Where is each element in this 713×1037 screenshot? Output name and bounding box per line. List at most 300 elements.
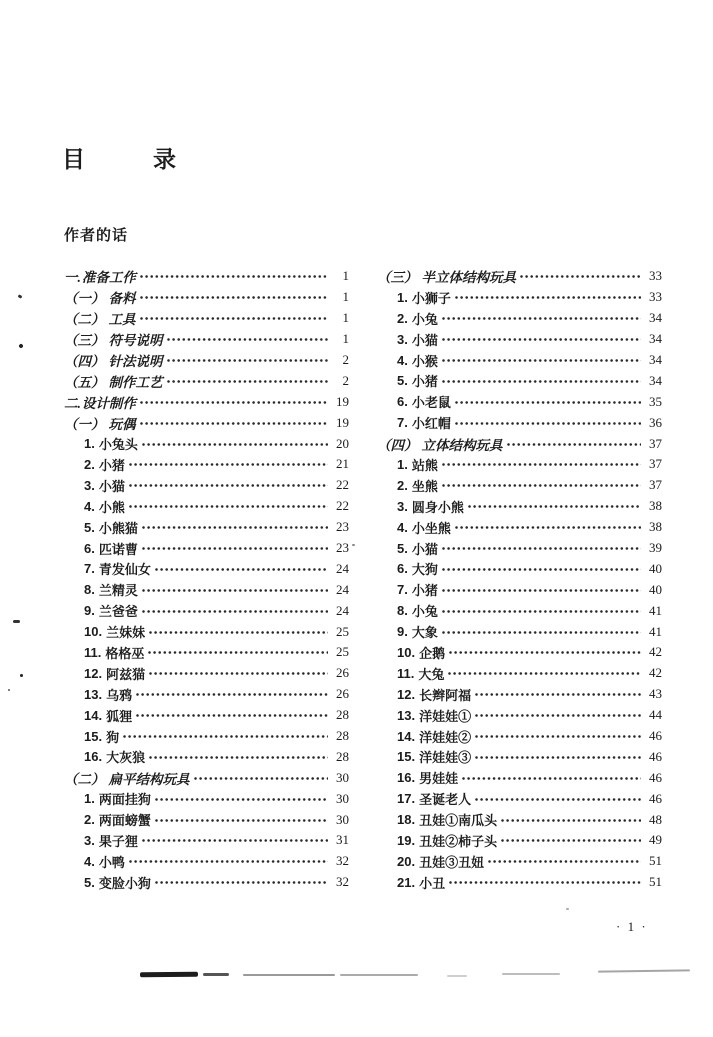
dot-leader [149, 672, 328, 675]
dot-leader [155, 798, 328, 801]
entry-number: 2. [84, 456, 95, 472]
entry-title: 狗 [106, 729, 120, 745]
dot-leader [501, 819, 641, 822]
toc-entry [64, 433, 349, 454]
toc-entry [377, 454, 662, 475]
entry-page: 39 [649, 540, 662, 556]
entry-title: 符号说明 [108, 333, 163, 349]
entry-title: 小坐熊 [411, 520, 451, 536]
dot-leader [442, 484, 641, 487]
entry-page: 40 [649, 581, 662, 597]
page-title-char-right: 录 [153, 147, 176, 172]
toc-entry [377, 391, 662, 412]
entry-title: 针法说明 [108, 354, 163, 369]
dot-leader [129, 484, 328, 487]
toc-entry [64, 705, 349, 726]
entry-number: 2. [397, 310, 408, 326]
entry-page: 37 [649, 456, 662, 472]
toc-entry [377, 558, 662, 579]
entry-page: 22 [336, 477, 349, 493]
toc-entry [377, 621, 662, 642]
toc-entry [377, 726, 662, 747]
toc-entry [64, 475, 349, 496]
dot-leader [442, 589, 641, 592]
entry-page: 36 [649, 414, 662, 430]
table-of-contents [64, 266, 662, 893]
entry-page: 34 [649, 310, 662, 326]
entry-title: 丑娃①南瓜头 [419, 813, 498, 829]
entry-title: 小兔头 [98, 437, 138, 453]
dot-leader [455, 401, 641, 404]
entry-title: 小猪 [411, 374, 438, 390]
entry-page: 25 [336, 644, 349, 660]
toc-entry [64, 287, 349, 308]
entry-number: 1. [84, 436, 95, 452]
toc-entry [377, 851, 662, 872]
toc-entry [377, 767, 662, 788]
entry-number: 4. [84, 498, 95, 514]
toc-entry [64, 684, 349, 705]
entry-number: （一） [64, 416, 105, 432]
entry-number: 3. [84, 477, 95, 493]
entry-number: 15. [84, 728, 103, 744]
dot-leader [136, 714, 328, 717]
entry-number: （四） [377, 437, 418, 453]
entry-title: 小猴 [411, 353, 438, 369]
dot-leader [149, 756, 328, 759]
dot-leader [442, 610, 641, 613]
dot-leader [129, 860, 328, 863]
entry-number: 7. [397, 415, 408, 431]
entry-number: （三） [377, 270, 418, 286]
entry-page: 1 [342, 331, 349, 347]
entry-title: 站熊 [411, 457, 438, 473]
scan-speck [8, 689, 10, 691]
entry-number: 12. [84, 665, 103, 681]
entry-page: 33 [649, 289, 662, 305]
scan-artifact [598, 969, 690, 972]
entry-title: 小猫 [98, 478, 125, 494]
entry-number: 4. [397, 352, 408, 368]
entry-page: 30 [336, 790, 349, 806]
toc-entry [64, 517, 349, 538]
entry-number: （二） [64, 771, 105, 787]
toc-column-left [64, 266, 349, 893]
dot-leader [155, 819, 328, 822]
entry-page: 42 [649, 665, 662, 681]
entry-title: 小老鼠 [411, 395, 451, 411]
entry-page: 2 [342, 372, 349, 388]
toc-entry [377, 266, 662, 287]
entry-page: 26 [336, 665, 349, 681]
toc-entry [64, 621, 349, 642]
dot-leader [140, 275, 328, 278]
entry-title: 兰妹妹 [106, 625, 146, 641]
entry-page: 37 [649, 435, 662, 451]
entry-page: 46 [649, 790, 662, 806]
toc-entry [377, 433, 662, 454]
entry-number: 一. [64, 270, 81, 286]
toc-entry [64, 350, 349, 371]
entry-number: 18. [397, 812, 416, 828]
entry-page: 41 [649, 623, 662, 639]
dot-leader [501, 839, 641, 842]
entry-title: 小兔 [411, 604, 438, 620]
scan-artifact [447, 975, 467, 977]
entry-title: 圆身小熊 [411, 499, 464, 515]
entry-title: 男娃娃 [419, 771, 459, 787]
dot-leader [442, 631, 641, 634]
dot-leader [142, 839, 328, 842]
entry-title: 坐熊 [411, 478, 438, 494]
entry-title: 小猪 [98, 457, 125, 473]
entry-page: 1 [342, 268, 349, 284]
entry-title: 工具 [108, 312, 136, 328]
entry-number: 3. [84, 832, 95, 848]
page-title-char-left: 目 [62, 147, 85, 172]
entry-title: 小熊猫 [98, 520, 138, 536]
dot-leader [140, 296, 329, 299]
entry-number: 14. [397, 728, 416, 744]
entry-title: 小丑 [419, 875, 446, 891]
entry-page: 28 [336, 728, 349, 744]
entry-page: 28 [336, 748, 349, 764]
entry-page: 24 [336, 602, 349, 618]
entry-title: 兰爸爸 [98, 604, 138, 620]
dot-leader [455, 526, 641, 529]
entry-number: 3. [397, 331, 408, 347]
toc-entry [64, 788, 349, 809]
entry-number: 11. [397, 665, 415, 681]
toc-entry [377, 684, 662, 705]
entry-page: 38 [649, 498, 662, 514]
entry-page: 34 [649, 372, 662, 388]
entry-page: 21 [336, 456, 349, 472]
dot-leader [449, 881, 641, 884]
toc-entry [64, 746, 349, 767]
entry-page: 35 [649, 393, 662, 409]
toc-column-right [377, 266, 662, 893]
toc-entry [64, 726, 349, 747]
dot-leader [442, 547, 641, 550]
toc-entry [377, 809, 662, 830]
scan-speck [352, 544, 355, 546]
entry-number: 13. [397, 707, 416, 723]
entry-title: 兰精灵 [98, 583, 138, 599]
dot-leader [129, 505, 328, 508]
entry-title: 乌鸦 [106, 687, 133, 703]
entry-number: 5. [397, 540, 408, 556]
entry-number: 7. [397, 582, 408, 598]
entry-page: 43 [649, 686, 662, 702]
toc-entry [377, 308, 662, 329]
toc-entry [377, 412, 662, 433]
entry-page: 51 [649, 853, 662, 869]
entry-number: （五） [64, 374, 105, 390]
footer-page-number: · 1 · [616, 919, 648, 934]
entry-page: 37 [649, 477, 662, 493]
entry-number: 二. [64, 395, 81, 411]
scan-speck [18, 294, 23, 299]
dot-leader [140, 422, 329, 425]
toc-entry [64, 370, 349, 391]
scan-speck [18, 343, 24, 349]
entry-page: 42 [649, 644, 662, 660]
entry-page: 19 [336, 393, 349, 409]
scan-artifact [203, 973, 229, 976]
entry-title: 半立体结构玩具 [421, 270, 516, 286]
entry-title: 小熊 [98, 499, 125, 515]
entry-page: 24 [336, 560, 349, 576]
dot-leader [448, 672, 641, 675]
entry-page: 31 [336, 832, 349, 848]
entry-title: 小猫 [411, 332, 438, 348]
entry-title: 洋娃娃① [419, 708, 472, 724]
toc-entry [64, 538, 349, 559]
entry-page: 41 [649, 602, 662, 618]
toc-entry [64, 830, 349, 851]
dot-leader [507, 443, 642, 446]
entry-number: 7. [84, 561, 95, 577]
toc-entry [64, 872, 349, 893]
dot-leader [140, 401, 328, 404]
entry-title: 准备工作 [81, 270, 136, 286]
entry-page: 1 [342, 310, 349, 326]
entry-title: 洋娃娃② [419, 729, 472, 745]
entry-title: 扁平结构玩具 [108, 771, 190, 787]
entry-number: （三） [64, 333, 105, 349]
entry-page: 23 [336, 540, 349, 556]
entry-title: 果子狸 [98, 833, 138, 849]
toc-entry [64, 663, 349, 684]
dot-leader [142, 443, 328, 446]
toc-entry [64, 266, 349, 287]
toc-entry [377, 830, 662, 851]
toc-entry [377, 705, 662, 726]
dot-leader [468, 505, 641, 508]
entry-page: 46 [649, 748, 662, 764]
entry-page: 2 [342, 352, 349, 367]
entry-title: 小红帽 [411, 416, 451, 432]
toc-entry [377, 746, 662, 767]
dot-leader [520, 275, 641, 278]
entry-number: 4. [397, 519, 408, 535]
toc-entry [64, 851, 349, 872]
entry-number: 6. [397, 394, 408, 410]
dot-leader [142, 547, 328, 550]
dot-leader [136, 693, 328, 696]
entry-number: 3. [397, 498, 408, 514]
entry-page: 30 [336, 769, 349, 785]
entry-title: 圣诞老人 [419, 792, 472, 808]
entry-number: （二） [64, 312, 105, 328]
dot-leader [194, 777, 329, 780]
entry-number: 10. [397, 644, 416, 660]
entry-page: 1 [342, 289, 349, 305]
entry-title: 丑娃③丑妞 [419, 854, 485, 870]
dot-leader [142, 526, 328, 529]
dot-leader [167, 359, 329, 362]
toc-entry [64, 809, 349, 830]
entry-number: 21. [397, 874, 416, 890]
scan-artifact [340, 974, 418, 976]
entry-page: 26 [336, 686, 349, 702]
entry-page: 46 [649, 728, 662, 744]
entry-title: 两面螃蟹 [98, 813, 151, 829]
entry-title: 变脸小狗 [98, 875, 151, 891]
dot-leader [442, 380, 641, 383]
entry-page: 32 [336, 853, 349, 869]
dot-leader [442, 568, 641, 571]
dot-leader [442, 338, 641, 341]
entry-number: 17. [397, 791, 416, 807]
entry-page: 33 [649, 268, 662, 284]
scan-speck [566, 908, 569, 910]
entry-number: 6. [397, 561, 408, 577]
dot-leader [442, 463, 641, 466]
toc-entry [377, 329, 662, 350]
entry-page: 25 [336, 623, 349, 639]
dot-leader [148, 651, 328, 654]
author-note-heading: 作者的话 [64, 227, 129, 244]
dot-leader [475, 693, 641, 696]
dot-leader [475, 798, 641, 801]
entry-page: 22 [336, 498, 349, 514]
entry-title: 大象 [411, 625, 438, 641]
toc-entry [64, 558, 349, 579]
dot-leader [155, 881, 328, 884]
entry-title: 洋娃娃③ [419, 750, 472, 766]
entry-title: 大兔 [418, 666, 445, 682]
entry-page: 28 [336, 707, 349, 723]
entry-title: 企鹅 [419, 645, 446, 661]
entry-number: 9. [84, 603, 95, 619]
entry-page: 44 [649, 707, 662, 723]
entry-title: 格格巫 [105, 645, 145, 661]
entry-page: 23 [336, 519, 349, 535]
entry-page: 46 [649, 769, 662, 785]
toc-entry [64, 391, 349, 412]
dot-leader [142, 589, 328, 592]
entry-title: 阿兹猫 [106, 666, 146, 682]
entry-number: 6. [84, 540, 95, 556]
entry-page: 20 [336, 435, 349, 451]
toc-entry [64, 329, 349, 350]
entry-number: 9. [397, 624, 408, 640]
entry-title: 小猪 [411, 583, 438, 599]
page-title [62, 141, 176, 174]
entry-number: 19. [397, 832, 416, 848]
entry-page: 40 [649, 560, 662, 576]
entry-number: 10. [84, 624, 103, 640]
toc-entry [377, 579, 662, 600]
scan-speck [20, 674, 23, 677]
entry-page: 51 [649, 874, 662, 890]
entry-number: 2. [397, 477, 408, 493]
entry-number: 2. [84, 812, 95, 828]
entry-title: 长辫阿福 [419, 687, 472, 703]
dot-leader [475, 714, 641, 717]
entry-number: 5. [84, 519, 95, 535]
dot-leader [167, 380, 329, 383]
entry-title: 制作工艺 [108, 374, 163, 390]
dot-leader [155, 568, 328, 571]
entry-title: 小猫 [411, 541, 438, 557]
dot-leader [455, 422, 641, 425]
entry-number: 8. [397, 603, 408, 619]
dot-leader [475, 756, 641, 759]
entry-number: 16. [397, 770, 416, 786]
entry-number: 13. [84, 686, 103, 702]
entry-title: 两面挂狗 [98, 792, 151, 808]
entry-title: 匹诺曹 [98, 541, 138, 557]
entry-number: 15. [397, 749, 416, 765]
entry-number: 8. [84, 582, 95, 598]
entry-title: 玩偶 [108, 416, 136, 432]
entry-title: 狐狸 [106, 708, 133, 724]
scan-artifact [140, 972, 198, 978]
entry-page: 30 [336, 811, 349, 827]
dot-leader [455, 296, 641, 299]
scan-artifact [243, 974, 335, 976]
toc-entry [64, 308, 349, 329]
entry-number: 12. [397, 686, 416, 702]
toc-entry [64, 454, 349, 475]
entry-number: 1. [397, 456, 408, 472]
toc-entry [377, 350, 662, 371]
entry-page: 34 [649, 331, 662, 347]
toc-entry [377, 872, 662, 893]
entry-number: 20. [397, 853, 416, 869]
toc-entry [64, 579, 349, 600]
entry-title: 设计制作 [81, 395, 136, 411]
toc-entry [377, 663, 662, 684]
entry-page: 24 [336, 581, 349, 597]
toc-entry [64, 600, 349, 621]
entry-title: 小兔 [411, 311, 438, 327]
entry-page: 49 [649, 832, 662, 848]
toc-entry [377, 538, 662, 559]
entry-number: 14. [84, 707, 103, 723]
entry-number: 5. [84, 874, 95, 890]
entry-number: 4. [84, 853, 95, 869]
toc-entry [64, 412, 349, 433]
dot-leader [442, 317, 641, 320]
toc-entry [377, 370, 662, 391]
toc-entry [377, 517, 662, 538]
entry-page: 38 [649, 519, 662, 535]
dot-leader [140, 317, 329, 320]
entry-title: 小鸭 [98, 854, 125, 870]
dot-leader [488, 860, 641, 863]
entry-page: 19 [336, 414, 349, 430]
dot-leader [449, 651, 641, 654]
toc-entry [377, 600, 662, 621]
entry-title: 青发仙女 [98, 562, 151, 578]
toc-entry [64, 496, 349, 517]
dot-leader [442, 359, 641, 362]
toc-entry [377, 287, 662, 308]
entry-title: 小狮子 [411, 290, 451, 306]
entry-title: 大狗 [411, 562, 438, 578]
toc-entry [377, 788, 662, 809]
entry-page: 48 [649, 811, 662, 827]
toc-entry [377, 475, 662, 496]
entry-number: 16. [84, 749, 103, 765]
entry-title: 备料 [108, 291, 136, 307]
entry-number: 5. [397, 373, 408, 389]
entry-number: （四） [64, 354, 105, 369]
